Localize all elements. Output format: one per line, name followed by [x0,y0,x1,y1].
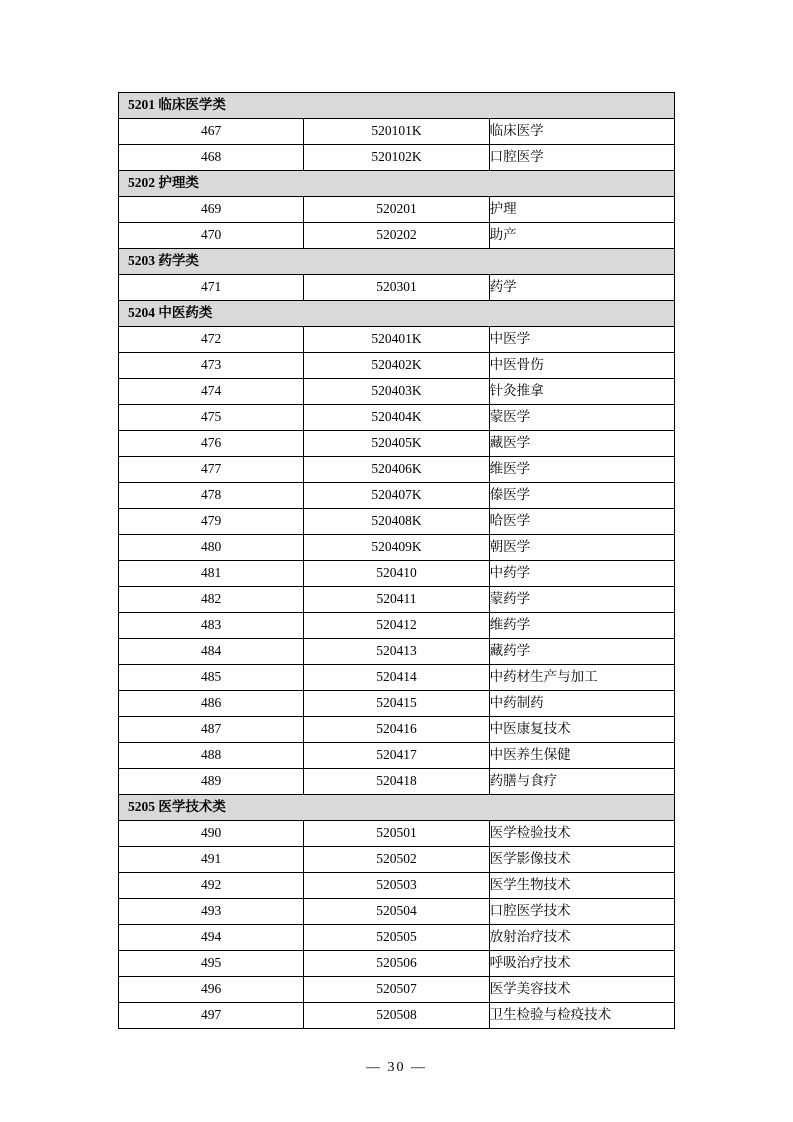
table-row [119,769,675,795]
cell-code: 520404K [304,405,489,431]
cell-no: 473 [119,353,304,379]
cell-code: 520506 [304,951,489,977]
table-row [119,691,675,717]
cell-name: 针灸推拿 [489,379,674,405]
cell-name: 助产 [489,223,674,249]
cell-code: 520102K [304,145,489,171]
group-label: 5202 护理类 [119,171,675,197]
cell-no: 494 [119,925,304,951]
cell-no: 468 [119,145,304,171]
cell-name: 藏医学 [489,431,674,457]
cell-no: 480 [119,535,304,561]
table-row [119,821,675,847]
cell-code: 520505 [304,925,489,951]
cell-code: 520301 [304,275,489,301]
table-row [119,743,675,769]
table-row [119,951,675,977]
cell-name: 医学检验技术 [489,821,674,847]
cell-no: 484 [119,639,304,665]
cell-name: 朝医学 [489,535,674,561]
cell-code: 520503 [304,873,489,899]
cell-code: 520502 [304,847,489,873]
cell-code: 520418 [304,769,489,795]
cell-code: 520410 [304,561,489,587]
table-row [119,977,675,1003]
cell-no: 481 [119,561,304,587]
cell-name: 药学 [489,275,674,301]
table-group-row [119,249,675,275]
cell-code: 520507 [304,977,489,1003]
cell-no: 467 [119,119,304,145]
table-row [119,613,675,639]
cell-code: 520402K [304,353,489,379]
cell-name: 医学生物技术 [489,873,674,899]
cell-name: 护理 [489,197,674,223]
cell-name: 放射治疗技术 [489,925,674,951]
group-label: 5201 临床医学类 [119,93,675,119]
cell-no: 476 [119,431,304,457]
table-row [119,483,675,509]
table-row [119,405,675,431]
cell-code: 520401K [304,327,489,353]
cell-no: 477 [119,457,304,483]
table-row [119,431,675,457]
cell-no: 491 [119,847,304,873]
cell-code: 520409K [304,535,489,561]
page-number: — 30 — [366,1060,427,1075]
table-row [119,587,675,613]
cell-no: 475 [119,405,304,431]
cell-name: 中医康复技术 [489,717,674,743]
table-row [119,847,675,873]
cell-no: 493 [119,899,304,925]
cell-name: 蒙药学 [489,587,674,613]
cell-name: 藏药学 [489,639,674,665]
table-row [119,197,675,223]
table-row [119,145,675,171]
cell-name: 哈医学 [489,509,674,535]
table-row [119,899,675,925]
cell-no: 472 [119,327,304,353]
cell-no: 489 [119,769,304,795]
cell-name: 呼吸治疗技术 [489,951,674,977]
table-row [119,639,675,665]
cell-code: 520412 [304,613,489,639]
cell-name: 中药制药 [489,691,674,717]
cell-no: 485 [119,665,304,691]
table-row [119,925,675,951]
cell-code: 520413 [304,639,489,665]
table-row [119,717,675,743]
table-row [119,457,675,483]
cell-code: 520403K [304,379,489,405]
table-row [119,379,675,405]
table-group-row [119,795,675,821]
cell-no: 470 [119,223,304,249]
table-group-row [119,93,675,119]
cell-name: 临床医学 [489,119,674,145]
cell-no: 497 [119,1003,304,1029]
cell-name: 维药学 [489,613,674,639]
cell-name: 傣医学 [489,483,674,509]
major-catalog-table [118,92,675,1029]
cell-name: 药膳与食疗 [489,769,674,795]
cell-code: 520504 [304,899,489,925]
cell-code: 520501 [304,821,489,847]
cell-no: 488 [119,743,304,769]
cell-code: 520405K [304,431,489,457]
cell-no: 487 [119,717,304,743]
cell-name: 医学美容技术 [489,977,674,1003]
table-row [119,665,675,691]
cell-name: 维医学 [489,457,674,483]
cell-code: 520201 [304,197,489,223]
cell-name: 中医骨伤 [489,353,674,379]
cell-name: 卫生检验与检疫技术 [489,1003,674,1029]
cell-no: 495 [119,951,304,977]
cell-no: 474 [119,379,304,405]
cell-no: 490 [119,821,304,847]
cell-no: 486 [119,691,304,717]
table-row [119,561,675,587]
cell-name: 医学影像技术 [489,847,674,873]
group-label: 5203 药学类 [119,249,675,275]
table-group-row [119,171,675,197]
cell-no: 482 [119,587,304,613]
table-row [119,509,675,535]
table-group-row [119,301,675,327]
cell-name: 中医学 [489,327,674,353]
cell-code: 520202 [304,223,489,249]
cell-no: 478 [119,483,304,509]
cell-code: 520416 [304,717,489,743]
table-row [119,275,675,301]
table-row [119,873,675,899]
cell-code: 520407K [304,483,489,509]
cell-code: 520415 [304,691,489,717]
cell-no: 496 [119,977,304,1003]
cell-code: 520508 [304,1003,489,1029]
cell-name: 中医养生保健 [489,743,674,769]
table-row [119,1003,675,1029]
cell-name: 口腔医学 [489,145,674,171]
cell-code: 520101K [304,119,489,145]
cell-name: 中药材生产与加工 [489,665,674,691]
cell-no: 469 [119,197,304,223]
cell-code: 520414 [304,665,489,691]
cell-name: 蒙医学 [489,405,674,431]
cell-no: 479 [119,509,304,535]
cell-no: 492 [119,873,304,899]
cell-code: 520408K [304,509,489,535]
group-label: 5204 中医药类 [119,301,675,327]
cell-code: 520411 [304,587,489,613]
cell-name: 口腔医学技术 [489,899,674,925]
cell-no: 471 [119,275,304,301]
table-row [119,535,675,561]
cell-code: 520417 [304,743,489,769]
table-row [119,223,675,249]
table-row [119,327,675,353]
cell-code: 520406K [304,457,489,483]
table-row [119,353,675,379]
cell-no: 483 [119,613,304,639]
table-row [119,119,675,145]
group-label: 5205 医学技术类 [119,795,675,821]
cell-name: 中药学 [489,561,674,587]
table-body [119,93,675,1029]
